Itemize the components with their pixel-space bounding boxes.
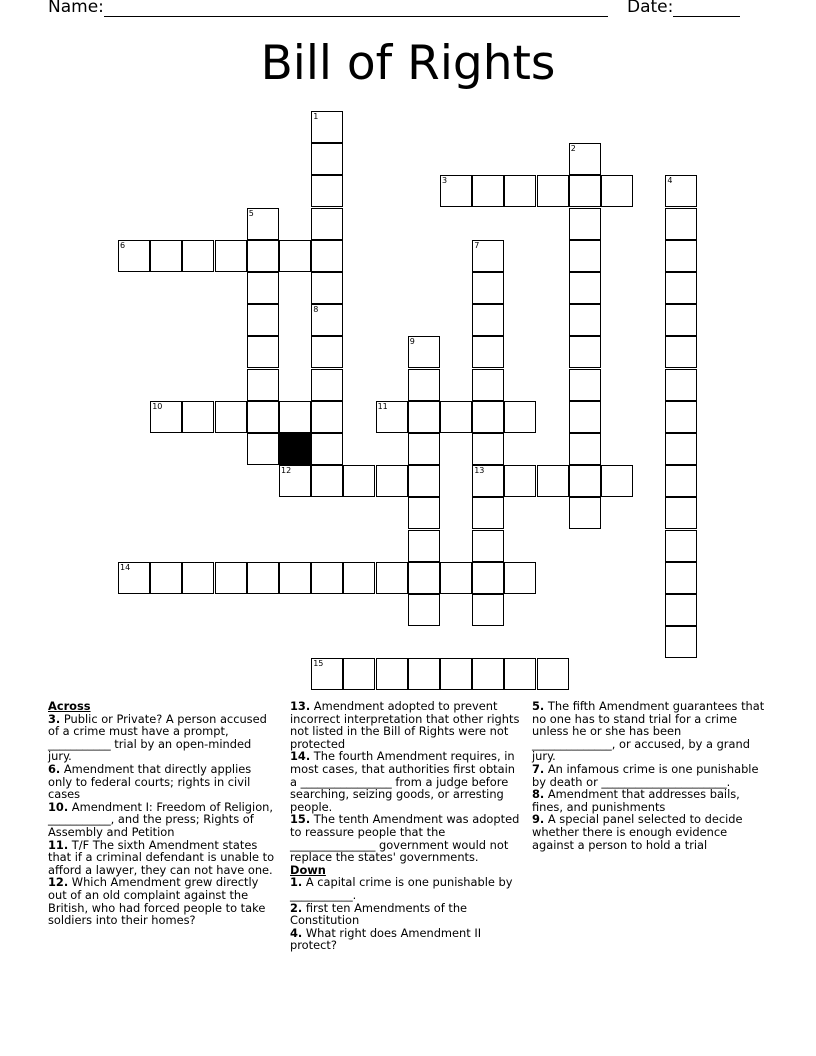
- down-clues-part1: [290, 876, 524, 952]
- answer-cell[interactable]: [247, 208, 279, 240]
- clue-number: 2: [570, 144, 576, 154]
- across-clue: [290, 813, 524, 863]
- clue-number: 1: [313, 112, 319, 121]
- clue-number: 12: [281, 466, 292, 476]
- answer-cell[interactable]: [504, 658, 536, 690]
- across-clue: [48, 801, 278, 839]
- answer-cell[interactable]: [665, 208, 697, 240]
- down-clues-part2: [532, 700, 768, 851]
- answer-cell[interactable]: [311, 369, 343, 401]
- answer-cell[interactable]: [569, 208, 601, 240]
- answer-cell[interactable]: [665, 594, 697, 626]
- clue-text: Amendment that directly applies only to federal courts; rights in civil cases: [48, 761, 252, 802]
- answer-cell[interactable]: [408, 530, 440, 562]
- down-clue: [532, 700, 768, 763]
- answer-cell[interactable]: [569, 497, 601, 529]
- clue-number: 15: [313, 659, 324, 669]
- clue-number: 4.: [290, 925, 303, 940]
- answer-cell[interactable]: [472, 562, 504, 594]
- answer-cell[interactable]: [504, 175, 536, 207]
- down-clue: [290, 927, 524, 952]
- answer-cell[interactable]: [472, 594, 504, 626]
- clue-text: The tenth Amendment was adopted to reassure people that the _______________ government would not replace the states' governments.: [290, 812, 520, 865]
- answer-cell[interactable]: [311, 143, 343, 175]
- answer-cell[interactable]: [569, 304, 601, 336]
- answer-cell[interactable]: [215, 562, 247, 594]
- answer-cell[interactable]: [472, 658, 504, 690]
- clue-number: 3.: [48, 711, 61, 726]
- clue-text: A capital crime is one punishable by ___________.: [290, 875, 513, 902]
- answer-cell[interactable]: [279, 401, 311, 433]
- answer-cell[interactable]: [440, 175, 472, 207]
- clue-text: The fifth Amendment guarantees that no one has to stand trial for a crime unless he or she has been ______________, or accused, by a grand jury.: [532, 699, 765, 764]
- clue-number: 7.: [532, 761, 545, 776]
- answer-cell[interactable]: [440, 658, 472, 690]
- answer-cell[interactable]: [665, 530, 697, 562]
- clue-number: 14: [120, 562, 131, 572]
- answer-cell[interactable]: [247, 401, 279, 433]
- answer-cell[interactable]: [247, 433, 279, 465]
- clue-text: A special panel selected to decide whether there is enough evidence against a person to hold a trial: [532, 812, 743, 852]
- answer-cell[interactable]: [247, 304, 279, 336]
- across-clue: [290, 750, 524, 813]
- answer-cell[interactable]: [504, 401, 536, 433]
- answer-cell[interactable]: [279, 562, 311, 594]
- answer-cell[interactable]: [569, 240, 601, 272]
- answer-cell[interactable]: [665, 369, 697, 401]
- clue-text: What right does Amendment II protect?: [290, 925, 482, 953]
- clue-text: The fourth Amendment requires, in most cases, that authorities first obtain a ________________ from a judge before searching, seizing goods, or arresting people.: [290, 749, 516, 814]
- answer-cell[interactable]: [247, 369, 279, 401]
- answer-cell[interactable]: [472, 465, 504, 497]
- answer-cell[interactable]: [569, 465, 601, 497]
- blocked-cell: [279, 433, 311, 465]
- answer-cell[interactable]: [376, 658, 408, 690]
- clue-text: Amendment that addresses bails, fines, and punishments: [532, 787, 740, 814]
- across-heading: Across: [48, 699, 91, 713]
- page-title: Bill of Rights: [260, 36, 556, 91]
- clue-number: 9: [409, 337, 415, 347]
- answer-cell[interactable]: [665, 433, 697, 465]
- answer-cell[interactable]: [118, 562, 150, 594]
- answer-cell[interactable]: [569, 272, 601, 304]
- clue-number: 5: [248, 208, 254, 218]
- clue-number: 1.: [290, 875, 303, 890]
- down-clue: [290, 876, 524, 901]
- answer-cell[interactable]: [279, 465, 311, 497]
- answer-cell[interactable]: [343, 562, 375, 594]
- across-clue: [48, 763, 278, 801]
- answer-cell[interactable]: [665, 272, 697, 304]
- answer-cell[interactable]: [215, 240, 247, 272]
- name-label: Name:: [48, 0, 104, 17]
- clue-number: 13: [474, 466, 485, 476]
- answer-cell[interactable]: [376, 562, 408, 594]
- clue-text: Which Amendment grew directly out of an old complaint against the British, who had forced people to take soldiers into their homes?: [48, 875, 266, 928]
- answer-cell[interactable]: [408, 369, 440, 401]
- clue-text: T/F The sixth Amendment states that if a criminal defendant is unable to afford a lawyer, they can not have one.: [48, 837, 275, 877]
- answer-cell[interactable]: [472, 304, 504, 336]
- clue-number: 2.: [290, 900, 303, 915]
- answer-cell[interactable]: [311, 272, 343, 304]
- answer-cell[interactable]: [311, 208, 343, 240]
- answer-cell[interactable]: [376, 401, 408, 433]
- across-clue: [290, 700, 524, 750]
- answer-cell[interactable]: [569, 143, 601, 175]
- clue-text: Amendment adopted to prevent incorrect interpretation that other rights not listed in the Bill of Rights were not protected: [290, 699, 520, 751]
- clue-number: 14.: [290, 749, 311, 764]
- answer-cell[interactable]: [311, 336, 343, 368]
- answer-cell[interactable]: [569, 433, 601, 465]
- answer-cell[interactable]: [182, 240, 214, 272]
- answer-cell[interactable]: [665, 240, 697, 272]
- across-clue: [48, 876, 278, 926]
- clue-text: An infamous crime is one punishable by death or ______________________.: [532, 761, 759, 789]
- answer-cell[interactable]: [665, 626, 697, 658]
- answer-cell[interactable]: [311, 401, 343, 433]
- answer-cell[interactable]: [665, 562, 697, 594]
- answer-cell[interactable]: [343, 465, 375, 497]
- across-clues-part1: [48, 713, 278, 927]
- answer-cell[interactable]: [408, 433, 440, 465]
- answer-cell[interactable]: [408, 497, 440, 529]
- date-label: Date:: [627, 0, 674, 17]
- answer-cell[interactable]: [472, 433, 504, 465]
- answer-cell[interactable]: [311, 111, 343, 143]
- answer-cell[interactable]: [150, 240, 182, 272]
- answer-cell[interactable]: [311, 562, 343, 594]
- answer-cell[interactable]: [472, 175, 504, 207]
- across-clue: [48, 839, 278, 877]
- answer-cell[interactable]: [665, 336, 697, 368]
- down-clue: [532, 813, 768, 851]
- answer-cell[interactable]: [472, 497, 504, 529]
- clue-text: Amendment I: Freedom of Religion, ___________, and the press; Rights of Assembly and Petition: [48, 799, 274, 839]
- answer-cell[interactable]: [472, 272, 504, 304]
- clue-number: 5.: [532, 699, 545, 713]
- answer-cell[interactable]: [472, 369, 504, 401]
- answer-cell[interactable]: [569, 401, 601, 433]
- across-clues-part2: [290, 700, 524, 864]
- clue-number: 11: [377, 401, 388, 411]
- answer-cell[interactable]: [150, 562, 182, 594]
- answer-cell[interactable]: [440, 401, 472, 433]
- clue-number: 8.: [532, 787, 545, 802]
- clue-number: 8: [313, 305, 319, 315]
- answer-cell[interactable]: [665, 401, 697, 433]
- answer-cell[interactable]: [150, 401, 182, 433]
- answer-cell[interactable]: [311, 240, 343, 272]
- answer-cell[interactable]: [665, 175, 697, 207]
- answer-cell[interactable]: [311, 304, 343, 336]
- answer-cell[interactable]: [408, 658, 440, 690]
- answer-cell[interactable]: [182, 562, 214, 594]
- down-clue: [532, 763, 768, 788]
- clue-number: 4: [667, 176, 673, 186]
- clue-number: 10.: [48, 799, 69, 814]
- answer-cell[interactable]: [311, 433, 343, 465]
- across-clue: [48, 713, 278, 763]
- clue-number: 6: [120, 240, 126, 250]
- answer-cell[interactable]: [311, 465, 343, 497]
- answer-cell[interactable]: [279, 240, 311, 272]
- clue-number: 11.: [48, 837, 69, 852]
- answer-cell[interactable]: [311, 175, 343, 207]
- answer-cell[interactable]: [665, 465, 697, 497]
- answer-cell[interactable]: [118, 240, 150, 272]
- answer-cell[interactable]: [247, 240, 279, 272]
- answer-cell[interactable]: [408, 465, 440, 497]
- answer-cell[interactable]: [343, 658, 375, 690]
- down-clue: [290, 902, 524, 927]
- answer-cell[interactable]: [472, 401, 504, 433]
- answer-cell[interactable]: [472, 336, 504, 368]
- clue-text: Public or Private? A person accused of a crime must have a prompt, ___________ trial by an open-minded jury.: [48, 711, 267, 764]
- answer-cell[interactable]: [376, 465, 408, 497]
- answer-cell[interactable]: [440, 562, 472, 594]
- answer-cell[interactable]: [569, 336, 601, 368]
- clue-number: 7: [474, 240, 480, 250]
- clue-text: first ten Amendments of the Constitution: [290, 900, 468, 928]
- answer-cell[interactable]: [665, 497, 697, 529]
- answer-cell[interactable]: [408, 562, 440, 594]
- answer-cell[interactable]: [504, 562, 536, 594]
- answer-cell[interactable]: [569, 369, 601, 401]
- answer-cell[interactable]: [472, 530, 504, 562]
- answer-cell[interactable]: [247, 562, 279, 594]
- answer-cell[interactable]: [665, 304, 697, 336]
- clue-number: 13.: [290, 699, 311, 713]
- answer-cell[interactable]: [504, 465, 536, 497]
- answer-cell[interactable]: [408, 401, 440, 433]
- clues-column-1: [48, 700, 278, 927]
- answer-cell[interactable]: [537, 658, 569, 690]
- answer-cell[interactable]: [569, 175, 601, 207]
- clue-number: 9.: [532, 812, 545, 827]
- answer-cell[interactable]: [601, 175, 633, 207]
- clue-number: 15.: [290, 812, 311, 827]
- answer-cell[interactable]: [408, 594, 440, 626]
- answer-cell[interactable]: [537, 465, 569, 497]
- clues-column-2: [290, 700, 524, 952]
- clues-column-3: [532, 700, 768, 851]
- down-heading: Down: [290, 862, 326, 877]
- answer-cell[interactable]: [311, 658, 343, 690]
- answer-cell[interactable]: [537, 175, 569, 207]
- answer-cell[interactable]: [408, 336, 440, 368]
- clue-number: 3: [442, 176, 448, 186]
- answer-cell[interactable]: [215, 401, 247, 433]
- answer-cell[interactable]: [472, 240, 504, 272]
- answer-cell[interactable]: [182, 401, 214, 433]
- answer-cell[interactable]: [247, 272, 279, 304]
- down-clue: [532, 788, 768, 813]
- clue-number: 10: [152, 401, 163, 411]
- answer-cell[interactable]: [247, 336, 279, 368]
- answer-cell[interactable]: [601, 465, 633, 497]
- clue-number: 12.: [48, 875, 69, 890]
- clue-number: 6.: [48, 761, 61, 776]
